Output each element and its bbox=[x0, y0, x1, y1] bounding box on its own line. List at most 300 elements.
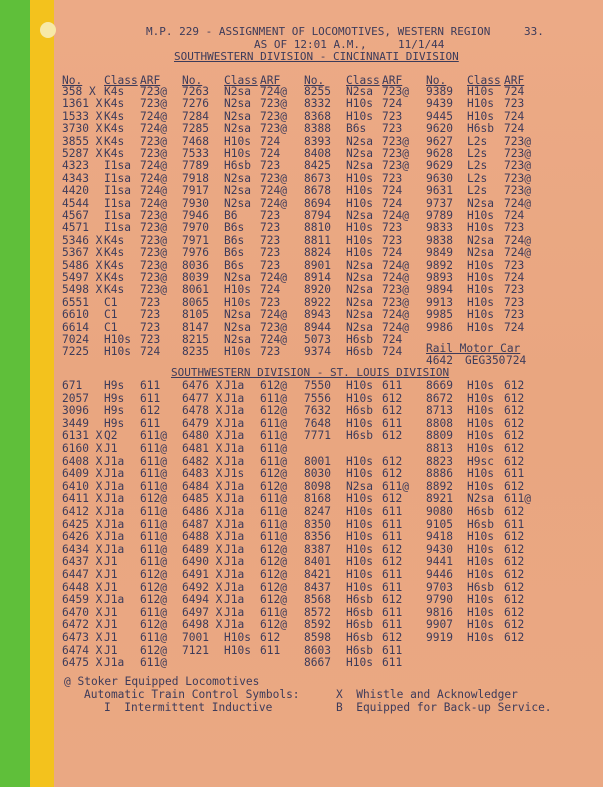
locomotive-number: 6488 X bbox=[182, 530, 223, 544]
locomotive-arf: 723@ bbox=[260, 320, 287, 334]
locomotive-arf: 612 bbox=[504, 593, 525, 607]
locomotive-number: 8892 bbox=[426, 479, 453, 493]
locomotive-arf: 611@ bbox=[504, 492, 531, 506]
locomotive-class: N2sa bbox=[224, 271, 251, 284]
locomotive-number: 9620 bbox=[426, 122, 453, 136]
locomotive-arf: 612@ bbox=[140, 593, 167, 607]
locomotive-class: J1a bbox=[224, 429, 245, 443]
locomotive-arf: 723 bbox=[260, 345, 281, 359]
locomotive-number: 9439 bbox=[426, 97, 453, 111]
locomotive-class: H9s bbox=[104, 391, 125, 405]
column-header: ARF bbox=[382, 74, 403, 87]
locomotive-class: J1s bbox=[224, 467, 245, 481]
locomotive-arf: 723 bbox=[260, 221, 281, 235]
locomotive-class: C1 bbox=[104, 320, 118, 334]
locomotive-number: 8811 bbox=[304, 233, 331, 247]
locomotive-arf: 611 bbox=[382, 379, 403, 392]
locomotive-arf: 724 bbox=[260, 134, 281, 148]
locomotive-class: H10s bbox=[346, 221, 373, 235]
locomotive-class: K4s bbox=[104, 97, 125, 111]
locomotive-arf: 611@ bbox=[260, 492, 287, 506]
locomotive-class: J1a bbox=[224, 568, 245, 581]
locomotive-number: 6484 X bbox=[182, 479, 223, 493]
locomotive-arf: 724@ bbox=[504, 246, 531, 260]
locomotive-number: 8235 bbox=[182, 345, 209, 359]
rail-motor-car-class: GEG350 bbox=[465, 354, 506, 367]
locomotive-class: H10s bbox=[346, 196, 373, 210]
locomotive-class: J1a bbox=[104, 656, 125, 670]
locomotive-number: 9441 bbox=[426, 555, 453, 569]
footnote-whistle: X Whistle and Acknowledger bbox=[336, 688, 518, 701]
locomotive-class: N2sa bbox=[346, 159, 373, 173]
locomotive-class: N2sa bbox=[346, 209, 373, 222]
locomotive-class: N2sa bbox=[467, 196, 494, 210]
locomotive-arf: 723 bbox=[504, 97, 525, 111]
locomotive-number: 6498 X bbox=[182, 618, 223, 632]
locomotive-class: J1a bbox=[104, 542, 125, 556]
locomotive-class: L2s bbox=[467, 134, 488, 148]
locomotive-number: 358 X bbox=[62, 85, 96, 98]
locomotive-arf: 724 bbox=[504, 320, 525, 334]
locomotive-arf: 611@ bbox=[140, 555, 167, 569]
locomotive-arf: 723@ bbox=[504, 171, 531, 185]
locomotive-class: H10s bbox=[346, 97, 373, 111]
locomotive-class: H10s bbox=[224, 283, 251, 297]
locomotive-arf: 611@ bbox=[140, 517, 167, 531]
locomotive-arf: 723@ bbox=[140, 258, 167, 272]
locomotive-number: 5367 X bbox=[62, 246, 103, 260]
locomotive-arf: 612 bbox=[140, 404, 161, 418]
locomotive-number: 7533 bbox=[182, 147, 209, 160]
locomotive-arf: 612 bbox=[504, 404, 525, 418]
locomotive-number: 9630 bbox=[426, 171, 453, 185]
locomotive-class: H6sb bbox=[346, 333, 373, 346]
locomotive-class: H6sb bbox=[346, 593, 373, 607]
locomotive-number: 7971 bbox=[182, 233, 209, 247]
locomotive-arf: 723 bbox=[504, 258, 525, 272]
locomotive-class: H10s bbox=[346, 542, 373, 556]
locomotive-class: B6s bbox=[224, 258, 245, 272]
locomotive-number: 9892 bbox=[426, 258, 453, 272]
locomotive-number: 8901 bbox=[304, 258, 331, 272]
locomotive-arf: 723@ bbox=[140, 246, 167, 260]
locomotive-class: J1 bbox=[104, 643, 118, 657]
locomotive-number: 9629 bbox=[426, 159, 453, 173]
locomotive-class: J1a bbox=[104, 517, 125, 531]
locomotive-arf: 723 bbox=[382, 221, 403, 235]
locomotive-number: 9627 bbox=[426, 134, 453, 148]
locomotive-class: H10s bbox=[467, 258, 494, 272]
locomotive-number: 7976 bbox=[182, 246, 209, 260]
locomotive-arf: 612 bbox=[504, 416, 525, 430]
locomotive-number: 8922 bbox=[304, 295, 331, 309]
locomotive-class: H10s bbox=[346, 379, 373, 392]
locomotive-class: H10s bbox=[467, 404, 494, 418]
locomotive-arf: 612 bbox=[504, 454, 525, 468]
locomotive-number: 6426 X bbox=[62, 530, 103, 544]
locomotive-number: 8943 bbox=[304, 308, 331, 322]
locomotive-arf: 724@ bbox=[140, 109, 167, 123]
locomotive-arf: 724@ bbox=[140, 171, 167, 185]
locomotive-arf: 723@ bbox=[140, 283, 167, 297]
locomotive-class: J1a bbox=[104, 479, 125, 493]
locomotive-arf: 611@ bbox=[260, 391, 287, 405]
locomotive-class: N2sa bbox=[346, 283, 373, 297]
locomotive-number: 8098 bbox=[304, 479, 331, 493]
locomotive-class: J1a bbox=[104, 467, 125, 481]
locomotive-class: N2sa bbox=[346, 147, 373, 160]
locomotive-number: 9919 bbox=[426, 631, 453, 644]
locomotive-number: 9838 bbox=[426, 233, 453, 247]
locomotive-number: 8393 bbox=[304, 134, 331, 148]
locomotive-number: 5073 bbox=[304, 333, 331, 346]
locomotive-arf: 723 bbox=[260, 246, 281, 260]
column-header: ARF bbox=[504, 74, 525, 87]
locomotive-arf: 724 bbox=[382, 184, 403, 198]
division-heading-2: SOUTHWESTERN DIVISION - ST. LOUIS DIVISION bbox=[171, 366, 450, 379]
locomotive-arf: 612 bbox=[382, 454, 403, 468]
locomotive-number: 9790 bbox=[426, 593, 453, 607]
locomotive-arf: 723 bbox=[140, 295, 161, 309]
locomotive-number: 9105 bbox=[426, 517, 453, 531]
locomotive-number: 8215 bbox=[182, 333, 209, 346]
locomotive-class: H10s bbox=[467, 221, 494, 235]
locomotive-arf: 723 bbox=[140, 308, 161, 322]
locomotive-arf: 723@ bbox=[260, 171, 287, 185]
locomotive-number: 8350 bbox=[304, 517, 331, 531]
locomotive-arf: 724 bbox=[504, 85, 525, 98]
locomotive-arf: 611@ bbox=[140, 542, 167, 556]
locomotive-arf: 724 bbox=[260, 283, 281, 297]
locomotive-number: 9374 bbox=[304, 345, 331, 359]
locomotive-arf: 612 bbox=[382, 429, 403, 443]
locomotive-class: J1 bbox=[104, 618, 118, 632]
locomotive-number: 8387 bbox=[304, 542, 331, 556]
locomotive-number: 8036 bbox=[182, 258, 209, 272]
locomotive-number: 1533 X bbox=[62, 109, 103, 123]
locomotive-number: 6472 X bbox=[62, 618, 103, 632]
locomotive-number: 7917 bbox=[182, 184, 209, 198]
locomotive-class: K4s bbox=[104, 246, 125, 260]
locomotive-class: H10s bbox=[467, 85, 494, 98]
locomotive-class: N2sa bbox=[467, 246, 494, 260]
locomotive-arf: 611@ bbox=[382, 479, 409, 493]
locomotive-number: 6487 X bbox=[182, 517, 223, 531]
locomotive-number: 6482 X bbox=[182, 454, 223, 468]
locomotive-arf: 611@ bbox=[140, 429, 167, 443]
locomotive-arf: 612 bbox=[382, 555, 403, 569]
locomotive-number: 4544 bbox=[62, 196, 89, 210]
locomotive-number: 6491 X bbox=[182, 568, 223, 581]
locomotive-class: J1 bbox=[104, 580, 118, 594]
locomotive-class: J1a bbox=[224, 618, 245, 632]
locomotive-arf: 724 bbox=[140, 345, 161, 359]
locomotive-arf: 724 bbox=[504, 271, 525, 284]
locomotive-number: 8914 bbox=[304, 271, 331, 284]
locomotive-number: 6473 X bbox=[62, 631, 103, 644]
locomotive-arf: 723 bbox=[260, 159, 281, 173]
footnote-stoker: @ Stoker Equipped Locomotives bbox=[64, 675, 260, 688]
locomotive-number: 7632 bbox=[304, 404, 331, 418]
locomotive-arf: 723@ bbox=[260, 97, 287, 111]
locomotive-arf: 724@ bbox=[504, 233, 531, 247]
locomotive-class: H10s bbox=[346, 246, 373, 260]
locomotive-arf: 723@ bbox=[140, 97, 167, 111]
footnote-backup: B Equipped for Back-up Service. bbox=[336, 701, 552, 714]
locomotive-class: J1a bbox=[104, 492, 125, 506]
locomotive-arf: 611 bbox=[382, 580, 403, 594]
locomotive-class: J1 bbox=[104, 631, 118, 644]
locomotive-class: H10s bbox=[346, 171, 373, 185]
locomotive-arf: 723 bbox=[504, 295, 525, 309]
locomotive-number: 6459 X bbox=[62, 593, 103, 607]
locomotive-class: H10s bbox=[346, 184, 373, 198]
locomotive-class: C1 bbox=[104, 295, 118, 309]
locomotive-class: H9s bbox=[104, 404, 125, 418]
locomotive-number: 6477 X bbox=[182, 391, 223, 405]
locomotive-class: H10s bbox=[224, 295, 251, 309]
column-header: ARF bbox=[140, 74, 161, 87]
locomotive-arf: 723 bbox=[260, 209, 281, 222]
locomotive-class: H10s bbox=[467, 379, 494, 392]
locomotive-number: 8437 bbox=[304, 580, 331, 594]
locomotive-arf: 612 bbox=[504, 479, 525, 493]
locomotive-arf: 612 bbox=[504, 429, 525, 443]
locomotive-number: 8823 bbox=[426, 454, 453, 468]
locomotive-arf: 723@ bbox=[140, 147, 167, 160]
locomotive-number: 6160 X bbox=[62, 442, 103, 455]
locomotive-number: 7276 bbox=[182, 97, 209, 111]
column-header: ARF bbox=[260, 74, 281, 87]
locomotive-number: 9816 bbox=[426, 605, 453, 619]
locomotive-class: H6sb bbox=[346, 631, 373, 644]
locomotive-arf: 723 bbox=[504, 221, 525, 235]
locomotive-number: 6410 X bbox=[62, 479, 103, 493]
locomotive-number: 9631 bbox=[426, 184, 453, 198]
locomotive-arf: 612@ bbox=[260, 580, 287, 594]
column-header: Class bbox=[104, 74, 138, 87]
locomotive-class: H10s bbox=[467, 308, 494, 322]
locomotive-number: 7918 bbox=[182, 171, 209, 185]
locomotive-class: N2sa bbox=[346, 308, 373, 322]
rail-motor-car-label: Rail Motor Car bbox=[426, 342, 521, 355]
locomotive-arf: 723@ bbox=[140, 271, 167, 284]
locomotive-arf: 724@ bbox=[140, 122, 167, 136]
locomotive-class: I1sa bbox=[104, 196, 131, 210]
locomotive-class: J1a bbox=[224, 379, 245, 392]
locomotive-class: J1a bbox=[224, 404, 245, 418]
locomotive-class: L2s bbox=[467, 147, 488, 160]
locomotive-class: N2sa bbox=[224, 196, 251, 210]
locomotive-number: 6476 X bbox=[182, 379, 223, 392]
locomotive-arf: 723@ bbox=[504, 134, 531, 148]
locomotive-class: N2sa bbox=[467, 233, 494, 247]
locomotive-number: 9985 bbox=[426, 308, 453, 322]
locomotive-arf: 611 bbox=[140, 416, 161, 430]
locomotive-arf: 612 bbox=[504, 542, 525, 556]
locomotive-class: H10s bbox=[346, 580, 373, 594]
locomotive-arf: 724@ bbox=[260, 196, 287, 210]
locomotive-class: H10s bbox=[467, 429, 494, 443]
locomotive-class: H10s bbox=[467, 555, 494, 569]
locomotive-class: B6s bbox=[346, 122, 367, 136]
locomotive-number: 8808 bbox=[426, 416, 453, 430]
locomotive-number: 7789 bbox=[182, 159, 209, 173]
locomotive-class: K4s bbox=[104, 283, 125, 297]
locomotive-arf: 611@ bbox=[260, 605, 287, 619]
locomotive-number: 8592 bbox=[304, 618, 331, 632]
locomotive-arf: 723 bbox=[260, 233, 281, 247]
locomotive-arf: 724@ bbox=[260, 271, 287, 284]
locomotive-number: 6614 bbox=[62, 320, 89, 334]
locomotive-number: 6478 X bbox=[182, 404, 223, 418]
locomotive-class: K4s bbox=[104, 134, 125, 148]
locomotive-class: H10s bbox=[467, 479, 494, 493]
locomotive-number: 8421 bbox=[304, 568, 331, 581]
locomotive-class: H6sb bbox=[346, 618, 373, 632]
locomotive-arf: 723@ bbox=[504, 184, 531, 198]
locomotive-arf: 723 bbox=[382, 171, 403, 185]
locomotive-arf: 723 bbox=[260, 258, 281, 272]
locomotive-class: H10s bbox=[467, 568, 494, 581]
locomotive-arf: 612 bbox=[504, 555, 525, 569]
locomotive-arf: 611 bbox=[140, 379, 161, 392]
locomotive-number: 8332 bbox=[304, 97, 331, 111]
locomotive-arf: 612 bbox=[504, 442, 525, 455]
locomotive-number: 5346 X bbox=[62, 233, 103, 247]
locomotive-class: H10s bbox=[467, 271, 494, 284]
locomotive-class: C1 bbox=[104, 308, 118, 322]
locomotive-number: 7263 bbox=[182, 85, 209, 98]
locomotive-number: 8401 bbox=[304, 555, 331, 569]
locomotive-arf: 723 bbox=[382, 109, 403, 123]
locomotive-arf: 612 bbox=[504, 530, 525, 544]
locomotive-arf: 611 bbox=[382, 643, 403, 657]
locomotive-arf: 724@ bbox=[260, 333, 287, 346]
locomotive-class: N2sa bbox=[224, 333, 251, 346]
rail-motor-car-no: 4642 bbox=[426, 354, 453, 367]
locomotive-number: 7970 bbox=[182, 221, 209, 235]
locomotive-arf: 612 bbox=[382, 467, 403, 481]
locomotive-arf: 611@ bbox=[140, 442, 167, 455]
locomotive-arf: 612 bbox=[504, 379, 525, 392]
locomotive-number: 8669 bbox=[426, 379, 453, 392]
locomotive-class: J1a bbox=[224, 391, 245, 405]
locomotive-number: 6494 X bbox=[182, 593, 223, 607]
locomotive-class: L2s bbox=[467, 171, 488, 185]
locomotive-class: H10s bbox=[346, 555, 373, 569]
locomotive-number: 9080 bbox=[426, 505, 453, 518]
locomotive-arf: 724@ bbox=[382, 209, 409, 222]
locomotive-number: 6447 X bbox=[62, 568, 103, 581]
locomotive-class: K4s bbox=[104, 233, 125, 247]
locomotive-number: 8425 bbox=[304, 159, 331, 173]
locomotive-class: J1a bbox=[104, 530, 125, 544]
locomotive-class: N2sa bbox=[346, 320, 373, 334]
locomotive-class: I1sa bbox=[104, 209, 131, 222]
locomotive-arf: 611 bbox=[504, 517, 525, 531]
locomotive-class: K4s bbox=[104, 258, 125, 272]
locomotive-class: L2s bbox=[467, 184, 488, 198]
locomotive-number: 6489 X bbox=[182, 542, 223, 556]
column-header: Class bbox=[346, 74, 380, 87]
locomotive-number: 8603 bbox=[304, 643, 331, 657]
locomotive-class: J1a bbox=[104, 454, 125, 468]
locomotive-arf: 723@ bbox=[382, 295, 409, 309]
locomotive-number: 6412 X bbox=[62, 505, 103, 518]
locomotive-number: 7285 bbox=[182, 122, 209, 136]
locomotive-class: B6 bbox=[224, 209, 238, 222]
locomotive-arf: 612 bbox=[382, 542, 403, 556]
locomotive-class: H10s bbox=[467, 542, 494, 556]
locomotive-arf: 612 bbox=[382, 404, 403, 418]
locomotive-class: J1a bbox=[224, 605, 245, 619]
locomotive-class: N2sa bbox=[467, 492, 494, 506]
locomotive-class: H6sb bbox=[467, 517, 494, 531]
locomotive-class: B6s bbox=[224, 221, 245, 235]
column-header: Class bbox=[467, 74, 501, 87]
locomotive-class: N2sa bbox=[224, 97, 251, 111]
locomotive-arf: 612 bbox=[382, 391, 403, 405]
locomotive-number: 8255 bbox=[304, 85, 331, 98]
locomotive-arf: 723@ bbox=[140, 134, 167, 148]
locomotive-class: H10s bbox=[467, 295, 494, 309]
locomotive-class: J1a bbox=[224, 530, 245, 544]
locomotive-number: 6437 X bbox=[62, 555, 103, 569]
locomotive-number: 9913 bbox=[426, 295, 453, 309]
locomotive-number: 6479 X bbox=[182, 416, 223, 430]
locomotive-class: H10s bbox=[467, 605, 494, 619]
locomotive-arf: 611 bbox=[382, 416, 403, 430]
locomotive-class: H10s bbox=[224, 147, 251, 160]
locomotive-class: N2sa bbox=[224, 320, 251, 334]
locomotive-number: 4343 bbox=[62, 171, 89, 185]
locomotive-class: N2sa bbox=[224, 184, 251, 198]
locomotive-number: 5287 X bbox=[62, 147, 103, 160]
locomotive-arf: 612@ bbox=[140, 643, 167, 657]
locomotive-class: K4s bbox=[104, 109, 125, 123]
locomotive-number: 8388 bbox=[304, 122, 331, 136]
locomotive-arf: 724 bbox=[382, 196, 403, 210]
locomotive-class: J1a bbox=[224, 454, 245, 468]
locomotive-arf: 723@ bbox=[140, 85, 167, 98]
locomotive-arf: 723@ bbox=[260, 122, 287, 136]
locomotive-arf: 611 bbox=[504, 467, 525, 481]
locomotive-arf: 612@ bbox=[140, 568, 167, 581]
locomotive-arf: 611@ bbox=[260, 429, 287, 443]
locomotive-class: N2sa bbox=[224, 109, 251, 123]
locomotive-number: 8039 bbox=[182, 271, 209, 284]
locomotive-number: 7284 bbox=[182, 109, 209, 123]
locomotive-class: H10s bbox=[467, 209, 494, 222]
locomotive-number: 4323 bbox=[62, 159, 89, 173]
locomotive-number: 9737 bbox=[426, 196, 453, 210]
locomotive-number: 9833 bbox=[426, 221, 453, 235]
locomotive-class: H6sb bbox=[346, 605, 373, 619]
locomotive-arf: 611@ bbox=[140, 605, 167, 619]
locomotive-number: 5497 X bbox=[62, 271, 103, 284]
as-of-label: AS OF 12:01 A.M., bbox=[254, 38, 367, 51]
locomotive-class: H6sb bbox=[346, 643, 373, 657]
locomotive-class: J1a bbox=[104, 505, 125, 518]
locomotive-number: 8030 bbox=[304, 467, 331, 481]
locomotive-class: N2sa bbox=[346, 271, 373, 284]
locomotive-class: H10s bbox=[467, 109, 494, 123]
locomotive-arf: 611@ bbox=[140, 530, 167, 544]
locomotive-class: I1sa bbox=[104, 221, 131, 235]
locomotive-arf: 724@ bbox=[260, 184, 287, 198]
locomotive-number: 9789 bbox=[426, 209, 453, 222]
